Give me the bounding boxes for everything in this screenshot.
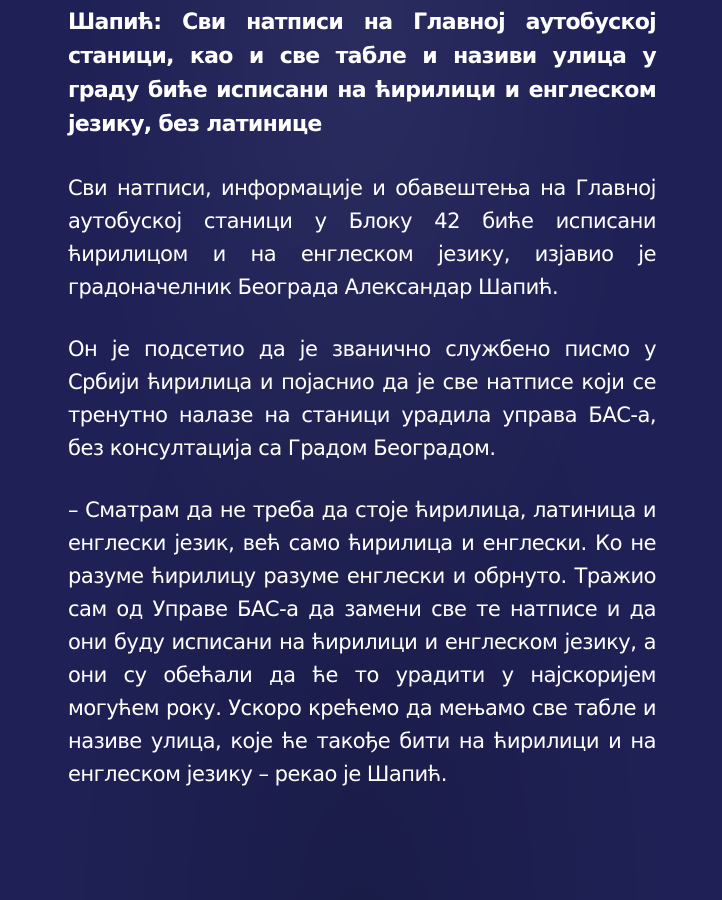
article-paragraph-2: Он је подсетио да је званично службено писмо у Србији ћирилица и појаснио да је све натписе који се тренутно налазе на станици урадила управа БАС-а, без консултација са Градом Београдом. — [68, 337, 656, 460]
article-headline: Шапић: Сви натписи на Главној аутобуској станици, као и све табле и називи улица у граду биће исписани на ћирилици и енглеском језику, без латинице — [68, 10, 656, 137]
article-paragraph-1: Сви натписи, информације и обавештења на Главној аутобуској станици у Блоку 42 биће исписани ћирилицом и на енглеском језику, изјавио је градоначелник Београда Александар Шапић. — [68, 176, 656, 299]
article-paragraph-3: – Сматрам да не треба да стоје ћирилица, латиница и енглески језик, већ само ћирилица и енглески. Ко не разуме ћирилицу разуме енглески и обрнуто. Тражио сам од Управе БАС-а да замени све те натписе и да они буду исписани на ћирилици и енглеском језику, а они су обећали да ће то урадити у најскоријем могућем року. Ускоро крећемо да мењамо све табле и називе улица, које ће такође бити на ћирилици и на енглеском језику – рекао је Шапић. — [68, 498, 656, 786]
article — [68, 6, 656, 791]
